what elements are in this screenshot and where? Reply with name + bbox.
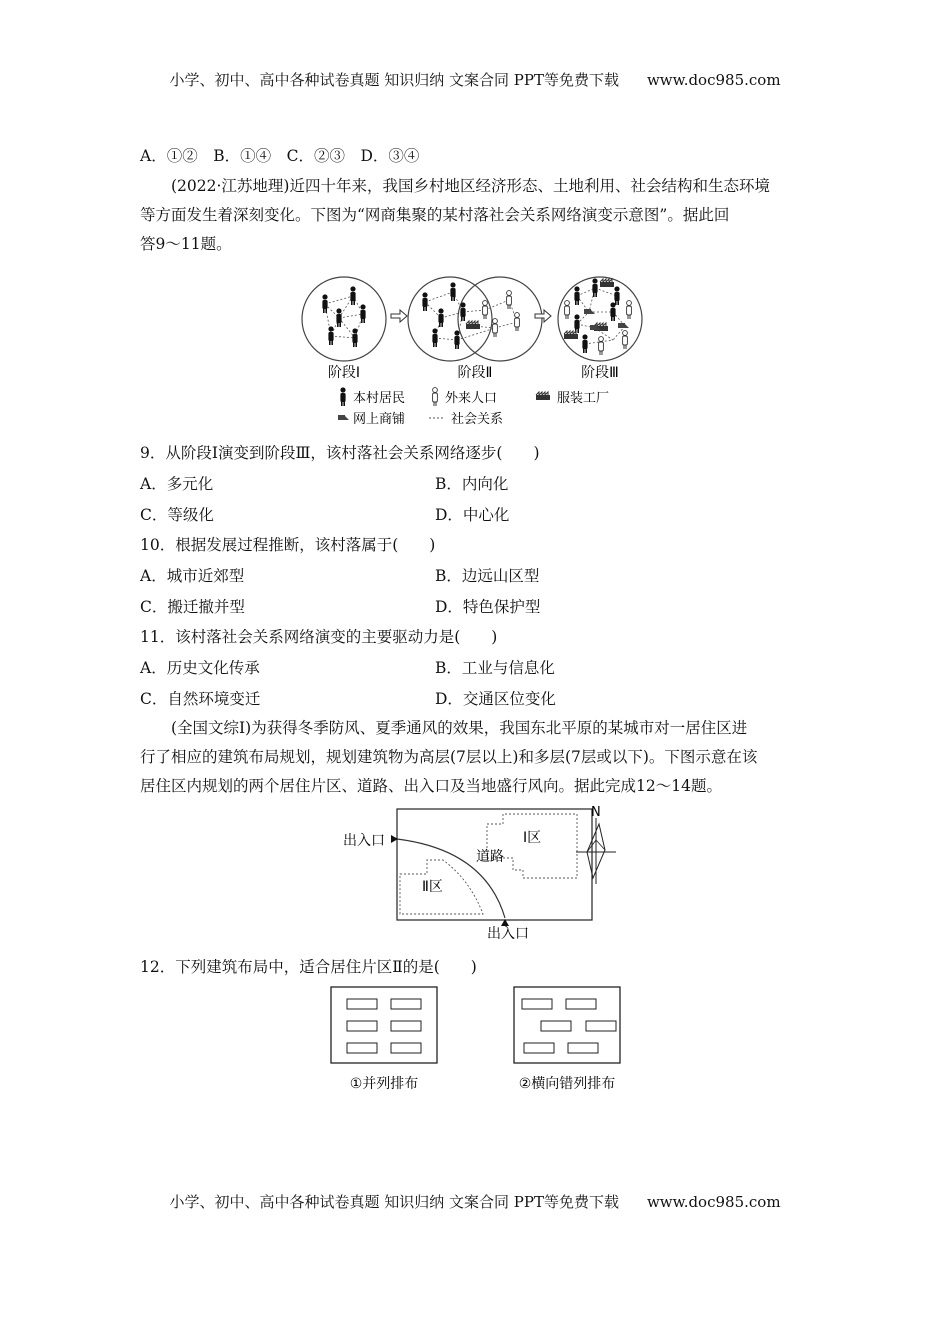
- q10-option-c[interactable]: C．搬迁撤并型: [140, 598, 245, 616]
- q9-option-d[interactable]: D．中心化: [435, 506, 510, 524]
- intro2-line-2: 行了相应的建筑布局规划，规划建筑物为高层(7层以上)和多层(7层或以下)。下图示意在该: [140, 748, 758, 766]
- legend-relation: 社会关系: [451, 412, 504, 427]
- q10-option-b[interactable]: B．边远山区型: [435, 567, 540, 585]
- q9-stem: 9．从阶段Ⅰ演变到阶段Ⅲ，该村落社会关系网络逐步( ): [140, 444, 540, 462]
- arrow-icon: [391, 310, 407, 322]
- layout-caption-2: ②横向错列排布: [518, 1076, 616, 1092]
- zone-1-label: Ⅰ区: [523, 830, 542, 846]
- intro2-line-1: (全国文综Ⅰ)为获得冬季防风、夏季通风的效果，我国东北平原的某城市对一居住区进: [171, 719, 748, 737]
- q11-option-c[interactable]: C．自然环境变迁: [140, 690, 261, 708]
- intro1-line-3: 答9～11题。: [140, 235, 232, 253]
- figure-social-network: [295, 266, 660, 436]
- arrow-icon: [535, 310, 551, 322]
- header-text: 小学、初中、高中各种试卷真题 知识归纳 文案合同 PPT等免费下载: [169, 71, 619, 89]
- q10-stem: 10．根据发展过程推断，该村落属于( ): [140, 536, 436, 554]
- page-footer: [0, 1191, 950, 1212]
- q11-option-b[interactable]: B．工业与信息化: [435, 659, 555, 677]
- layout-option-2: [514, 987, 620, 1063]
- stage-3-circle: [558, 277, 642, 361]
- intro-paragraph-2: [140, 714, 812, 801]
- zone-1-area: [487, 814, 577, 878]
- legend: [338, 387, 609, 427]
- q10-option-a[interactable]: A．城市近郊型: [140, 567, 245, 585]
- q12-stem: 12．下列建筑布局中，适合居住片区Ⅱ的是( ): [140, 958, 477, 976]
- page-header: [0, 69, 950, 90]
- intro-paragraph-1: [140, 172, 812, 259]
- intro1-line-2: 等方面发生着深刻变化。下图为“网商集聚的某村落社会关系网络演变示意图”。据此回: [140, 206, 730, 224]
- entrance-left-label: 出入口: [343, 833, 385, 849]
- intro1-line-1: (2022·江苏地理)近四十年来，我国乡村地区经济形态、土地利用、社会结构和生态环境: [171, 177, 770, 195]
- q11-stem: 11．该村落社会关系网络演变的主要驱动力是( ): [140, 628, 498, 646]
- entrance-bottom-label: 出入口: [487, 926, 529, 942]
- q11-option-a[interactable]: A．历史文化传承: [140, 659, 260, 677]
- q9-option-b[interactable]: B．内向化: [435, 475, 509, 493]
- header-url[interactable]: www.doc985.com: [646, 71, 781, 89]
- stage-1-label: 阶段Ⅰ: [327, 365, 361, 381]
- legend-factory: 服装工厂: [557, 391, 610, 406]
- north-label: N: [591, 805, 601, 820]
- figure-residential-map: [335, 800, 635, 945]
- stage-2-label: 阶段Ⅱ: [457, 365, 493, 381]
- intro2-line-3: 居住区内规划的两个居住片区、道路、出入口及当地盛行风向。据此完成12～14题。: [140, 777, 722, 795]
- figure-layout-options: [325, 984, 635, 1099]
- q10-option-d[interactable]: D．特色保护型: [435, 598, 541, 616]
- stage-3-label: 阶段Ⅲ: [581, 365, 619, 381]
- legend-villager: 本村居民: [353, 391, 406, 406]
- layout-caption-1: ①并列排布: [349, 1076, 419, 1092]
- previous-question-options: A．①② B．①④ C．②③ D．③④: [140, 147, 420, 165]
- footer-text: 小学、初中、高中各种试卷真题 知识归纳 文案合同 PPT等免费下载: [169, 1193, 619, 1211]
- q9-option-a[interactable]: A．多元化: [140, 475, 214, 493]
- stage-1-circle: [302, 277, 386, 361]
- wind-rose-icon: [576, 818, 616, 884]
- stage-2-circles: [408, 277, 542, 361]
- zone-2-label: Ⅱ区: [422, 879, 443, 895]
- footer-url[interactable]: www.doc985.com: [646, 1193, 781, 1211]
- q11-option-d[interactable]: D．交通区位变化: [435, 690, 556, 708]
- road-label: 道路: [476, 849, 504, 865]
- q9-option-c[interactable]: C．等级化: [140, 506, 214, 524]
- layout-option-1: [331, 987, 437, 1063]
- legend-outsider: 外来人口: [445, 391, 498, 406]
- legend-shop: 网上商铺: [353, 412, 406, 427]
